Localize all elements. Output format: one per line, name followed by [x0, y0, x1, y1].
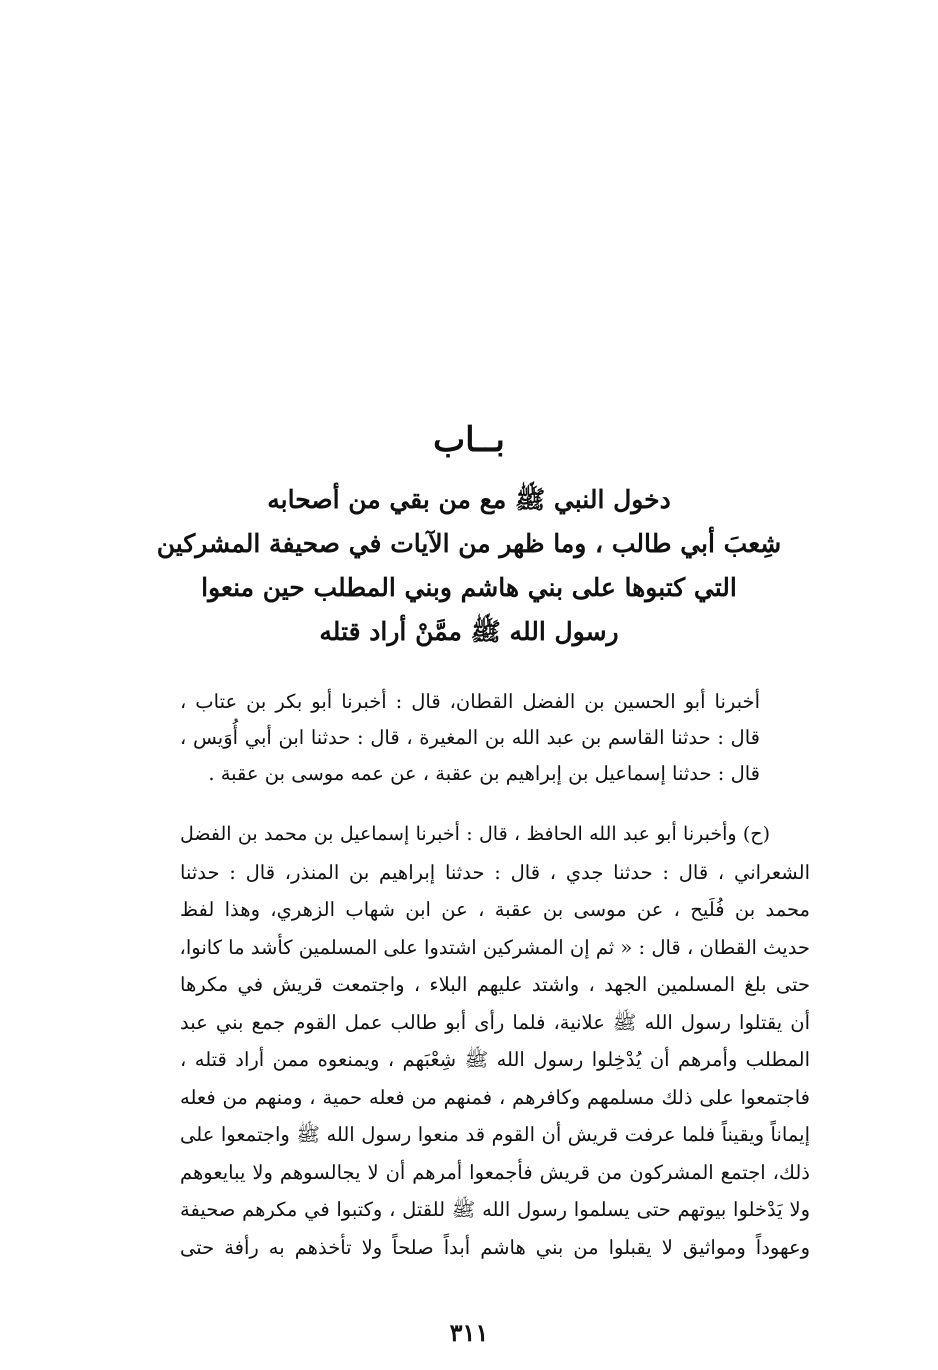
- body-paragraph: [180, 816, 810, 1266]
- text-line: أن يقتلوا رسول الله ﷺ علانية، فلما رأى أبو طالب عمل القوم جمع بني عبد: [180, 1010, 810, 1034]
- text-line: حتى بلغ المسلمين الجهد ، واشتد عليهم البلاء ، واجتمعت قريش في مكرها: [180, 973, 810, 996]
- text-line: وعهوداً ومواثيق لا يقبلوا من بني هاشم أبداً صلحاً ولا تأخذهم به رأفة حتى: [180, 1235, 810, 1259]
- text-line: ذلك، اجتمع المشركون من قريش فأجمعوا أمرهم أن لا يجالسوهم ولا يبايعوهم: [180, 1160, 810, 1184]
- text-line: محمد بن فُلَيح ، عن موسى بن عقبة ، عن ابن شهاب الزهري، وهذا لفظ: [180, 898, 810, 921]
- chapter-title: بــاب: [433, 420, 505, 460]
- text-line: أخبرنا أبو الحسين بن الفضل القطان، قال : أخبرنا أبو بكر بن عتاب ،: [180, 690, 760, 713]
- subtitle-line: شِعبَ أبي طالب ، وما ظهر من الآيات في صحيفة المشركين: [156, 529, 782, 558]
- subtitle-line: رسول الله ﷺ ممَّنْ أراد قتله: [319, 617, 619, 646]
- subtitle-line: التي كتبوها على بني هاشم وبني المطلب حين منعوا: [201, 573, 737, 602]
- text-line: (ح) وأخبرنا أبو عبد الله الحافظ ، قال : أخبرنا إسماعيل بن محمد بن الفضل: [180, 823, 770, 845]
- text-line: ولا يَدْخلوا بيوتهم حتى يسلموا رسول الله ﷺ للقتل ، وكتبوا في مكرهم صحيفة: [180, 1198, 810, 1221]
- text-line: حديث القطان ، قال : « ثم إن المشركين اشتدوا على المسلمين كأشد ما كانوا،: [179, 935, 810, 959]
- text-line: قال : حدثنا إسماعيل بن إبراهيم بن عقبة ، عن عمه موسى بن عقبة .: [208, 762, 760, 785]
- subtitle-line: دخول النبي ﷺ مع من بقي من أصحابه: [267, 485, 671, 514]
- text-line: فاجتمعوا على ذلك مسلمهم وكافرهم ، فمنهم من فعله حمية ، ومنهم من فعله: [180, 1085, 810, 1109]
- isnad-paragraph: [180, 684, 760, 792]
- text-line: الشعراني ، قال : حدثنا جدي ، قال : حدثنا إبراهيم بن المنذر، قال : حدثنا: [180, 860, 810, 884]
- text-line: المطلب وأمرهم أن يُدْخِلوا رسول الله ﷺ شِعْبَهم ، ويمنعوه ممن أراد قتله ،: [180, 1048, 810, 1071]
- text-line: إيماناً ويقيناً فلما عرفت قريش أن القوم قد منعوا رسول الله ﷺ واجتمعوا على: [180, 1123, 810, 1146]
- chapter-subtitle: [150, 478, 788, 654]
- page-number: ٣١١: [449, 1318, 489, 1347]
- text-line: قال : حدثنا القاسم بن عبد الله بن المغيرة ، قال : حدثنا ابن أبي أُوَيس ،: [180, 726, 760, 749]
